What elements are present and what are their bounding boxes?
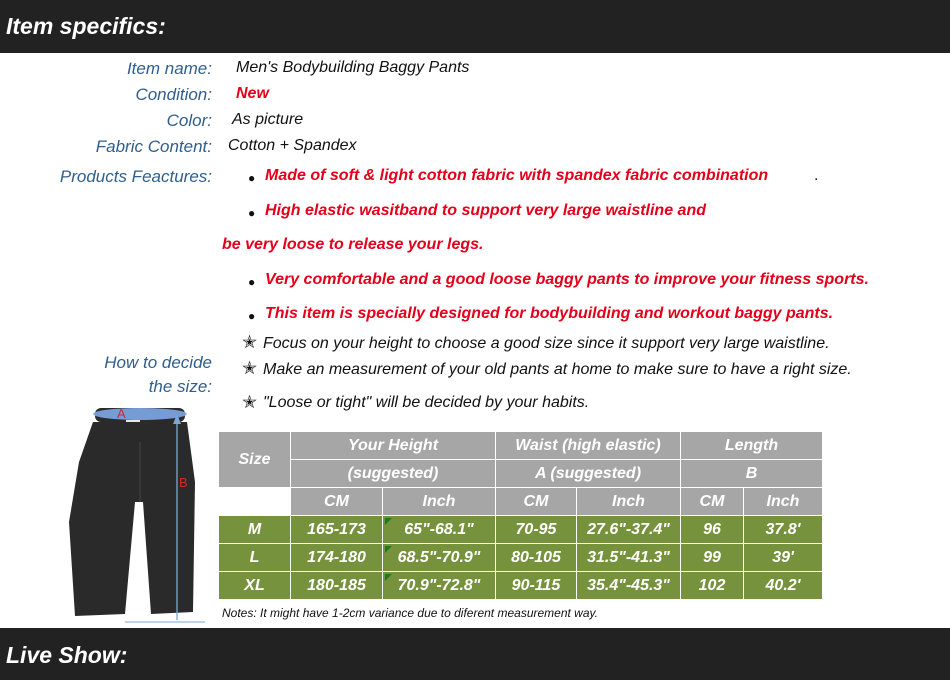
length-header: Length — [681, 432, 823, 460]
height-inch-text: 70.9"-72.8" — [397, 576, 481, 594]
cell-marker-icon — [385, 518, 392, 525]
height-header: Your Height — [291, 432, 496, 460]
fabric-label: Fabric Content: — [95, 137, 212, 156]
height-inch-text: 68.5"-70.9" — [397, 548, 481, 566]
how-to-label-line1: How to decide — [104, 353, 212, 372]
waist-cm-cell: 70-95 — [496, 516, 577, 544]
waist-measure-ellipse — [93, 408, 187, 420]
unit-cell: Inch — [577, 488, 681, 516]
feature-item-continuation: be very loose to release your legs. — [222, 236, 484, 253]
star-icon: ✭ — [242, 358, 258, 378]
size-header: Size — [219, 432, 291, 488]
unit-cell: CM — [681, 488, 744, 516]
waist-header: Waist (high elastic) — [496, 432, 681, 460]
measurement-notes: Notes: It might have 1-2cm variance due to diferent measurement way. — [222, 606, 598, 620]
pants-body — [69, 422, 195, 616]
length-inch-cell: 40.2' — [744, 572, 823, 600]
waist-cm-cell: 80-105 — [496, 544, 577, 572]
size-cell: XL — [219, 572, 291, 600]
pants-diagram — [55, 402, 215, 624]
star-icon: ✭ — [242, 332, 258, 352]
waist-inch-cell: 27.6"-37.4" — [577, 516, 681, 544]
length-inch-cell: 39' — [744, 544, 823, 572]
length-cm-cell: 96 — [681, 516, 744, 544]
tip-item: Make an measurement of your old pants at home to make sure to have a right size. — [263, 361, 852, 378]
color-label: Color: — [166, 111, 212, 130]
bullet-icon: ● — [248, 206, 256, 220]
table-row — [219, 544, 823, 572]
waist-inch-cell: 35.4"-45.3" — [577, 572, 681, 600]
feature-item: High elastic wasitband to support very large waistline and — [265, 202, 706, 219]
how-to-label-line2: the size: — [148, 377, 212, 396]
size-cell: L — [219, 544, 291, 572]
size-chart-table — [218, 431, 823, 600]
height-subheader: (suggested) — [291, 460, 496, 488]
height-inch-cell — [383, 516, 496, 544]
table-row — [219, 572, 823, 600]
size-cell: M — [219, 516, 291, 544]
item-specifics-header — [0, 0, 950, 53]
cell-marker-icon — [385, 546, 392, 553]
condition-label: Condition: — [135, 85, 212, 104]
bullet-icon: ● — [248, 309, 256, 323]
bullet-icon: ● — [248, 171, 256, 185]
length-inch-cell: 37.8' — [744, 516, 823, 544]
height-inch-text: 65"-68.1" — [404, 520, 474, 538]
feature-item: This item is specially designed for bodybuilding and workout baggy pants. — [265, 305, 834, 322]
cell-marker-icon — [385, 574, 392, 581]
height-cm-cell: 180-185 — [291, 572, 383, 600]
waist-subheader: A (suggested) — [496, 460, 681, 488]
feature-trailing-period: . — [814, 167, 819, 184]
live-show-title: Live Show: — [6, 642, 128, 668]
tip-item: "Loose or tight" will be decided by your habits. — [263, 394, 590, 411]
height-inch-cell — [383, 544, 496, 572]
unit-cell: Inch — [383, 488, 496, 516]
length-subheader: B — [681, 460, 823, 488]
waist-cm-cell: 90-115 — [496, 572, 577, 600]
feature-item: Made of soft & light cotton fabric with spandex fabric combination — [265, 167, 769, 184]
label-b: B — [179, 475, 188, 490]
label-a: A — [117, 406, 126, 421]
height-cm-cell: 174-180 — [291, 544, 383, 572]
height-cm-cell: 165-173 — [291, 516, 383, 544]
unit-cell: Inch — [744, 488, 823, 516]
color-value: As picture — [232, 111, 304, 128]
item-specifics-title: Item specifics: — [6, 13, 166, 39]
unit-cell: CM — [291, 488, 383, 516]
feature-item: Very comfortable and a good loose baggy pants to improve your fitness sports. — [265, 271, 869, 288]
tip-item: Focus on your height to choose a good size since it support very large waistline. — [263, 335, 830, 352]
unit-spacer — [219, 488, 291, 516]
features-label: Products Feactures: — [59, 167, 212, 186]
star-icon: ✭ — [242, 392, 258, 412]
live-show-header — [0, 628, 950, 680]
unit-cell: CM — [496, 488, 577, 516]
length-cm-cell: 99 — [681, 544, 744, 572]
fabric-value: Cotton + Spandex — [228, 137, 357, 154]
table-row — [219, 516, 823, 544]
item-name-label: Item name: — [126, 59, 212, 78]
condition-value: New — [236, 85, 269, 102]
bullet-icon: ● — [248, 275, 256, 289]
height-inch-cell — [383, 572, 496, 600]
item-name-value: Men's Bodybuilding Baggy Pants — [236, 59, 470, 76]
waist-inch-cell: 31.5"-41.3" — [577, 544, 681, 572]
length-cm-cell: 102 — [681, 572, 744, 600]
pants-illustration — [55, 402, 215, 624]
